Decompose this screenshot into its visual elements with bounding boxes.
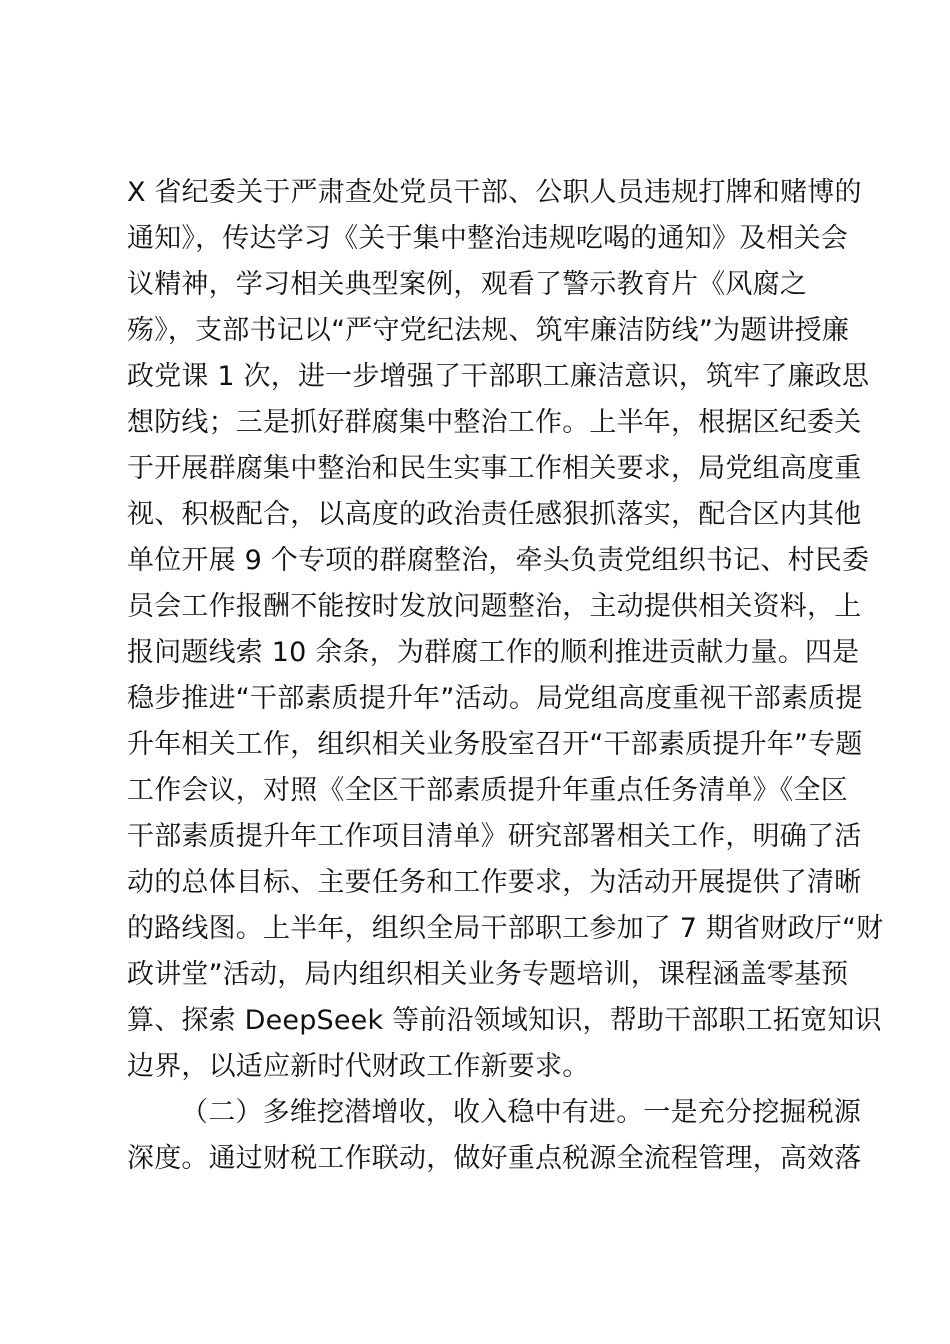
text-line: 的路线图。上半年，组织全局干部职工参加了 7 期省财政厅“财 [127,913,884,944]
text-line: 稳步推进“干部素质提升年”活动。局党组高度重视干部素质提 [127,683,863,714]
text-line: 边界，以适应新时代财政工作新要求。 [127,1051,590,1082]
text-line: 政党课 1 次，进一步增强了干部职工廉洁意识，筑牢了廉政思 [127,361,870,392]
text-line: 动的总体目标、主要任务和工作要求，为活动开展提供了清晰 [127,867,862,898]
text-line: 政讲堂”活动，局内组织相关业务专题培训，课程涵盖零基预 [127,959,849,990]
text-line: 报问题线索 10 余条，为群腐工作的顺利推进贡献力量。四是 [127,637,860,668]
text-line: 视、积极配合，以高度的政治责任感狠抓落实，配合区内其他 [127,499,862,530]
text-line: 单位开展 9 个专项的群腐整治，牵头负责党组织书记、村民委 [127,545,870,576]
text-line: 通知》，传达学习《关于集中整治违规吃喝的通知》及相关会 [127,223,848,254]
text-line: 工作会议，对照《全区干部素质提升年重点任务清单》《全区 [127,775,848,806]
text-line: 想防线；三是抓好群腐集中整治工作。上半年，根据区纪委关 [127,407,862,438]
text-line: 算、探索 DeepSeek 等前沿领域知识，帮助干部职工拓宽知识 [127,1005,882,1036]
text-line: 于开展群腐集中整治和民生实事工作相关要求，局党组高度重 [127,453,862,484]
text-line: X 省纪委关于严肃查处党员干部、公职人员违规打牌和赌博的 [127,177,862,208]
section-heading-line: （二）多维挖潜增收，收入稳中有进。一是充分挖掘税源 [181,1097,861,1128]
text-line: 议精神，学习相关典型案例，观看了警示教育片《风腐之 [127,269,807,300]
text-line: 员会工作报酬不能按时发放问题整治，主动提供相关资料，上 [127,591,862,622]
text-line: 升年相关工作，组织相关业务股室召开“干部素质提升年”专题 [127,729,863,760]
text-line: 深度。通过财税工作联动，做好重点税源全流程管理，高效落 [127,1143,862,1174]
text-line: 殇》，支部书记以“严守党纪法规、筑牢廉洁防线”为题讲授廉 [127,315,850,346]
text-line: 干部素质提升年工作项目清单》研究部署相关工作，明确了活 [127,821,862,852]
